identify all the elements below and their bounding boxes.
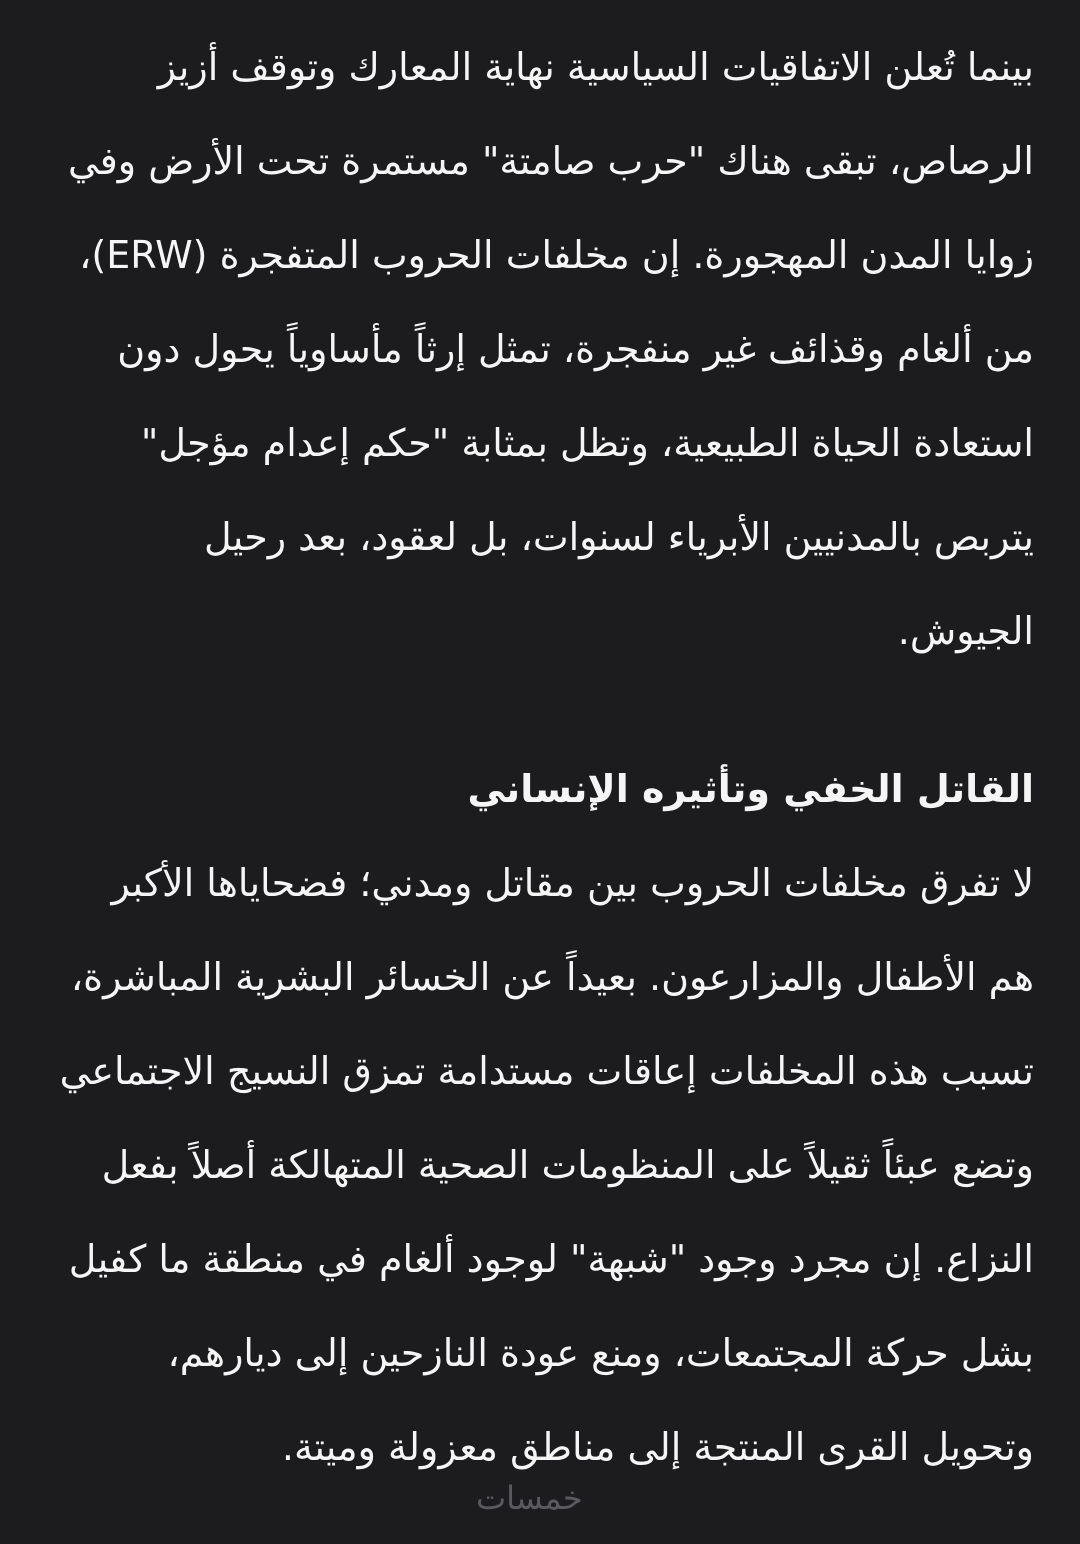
intro-line-1: بينما تُعلن الاتفاقيات السياسية نهاية المعارك وتوقف أزيز [157, 45, 1034, 89]
section-line-4: وتضع عبئاً ثقيلاً على المنظومات الصحية المتهالكة أصلاً بفعل [101, 1143, 1034, 1187]
intro-line-4: من ألغام وقذائف غير منفجرة، تمثل إرثاً مأساوياً يحول دون [117, 327, 1034, 371]
section-line-6: بشل حركة المجتمعات، ومنع عودة النازحين إلى ديارهم، [167, 1331, 1034, 1375]
intro-line-6: يتربص بالمدنيين الأبرياء لسنوات، بل لعقود، بعد رحيل [204, 515, 1034, 559]
intro-paragraph [46, 20, 1034, 678]
section-heading: القاتل الخفي وتأثيره الإنساني [467, 767, 1034, 811]
watermark-logo: خمسات [476, 1479, 583, 1517]
intro-line-3: زوايا المدن المهجورة. إن مخلفات الحروب المتفجرة (ERW)، [79, 233, 1034, 277]
section-paragraph [46, 836, 1034, 1494]
intro-line-5: استعادة الحياة الطبيعية، وتظل بمثابة "حكم إعدام مؤجل" [140, 421, 1034, 465]
section-line-3: تسبب هذه المخلفات إعاقات مستدامة تمزق النسيج الاجتماعي [59, 1049, 1034, 1093]
section-line-1: لا تفرق مخلفات الحروب بين مقاتل ومدني؛ فضحاياها الأكبر [111, 861, 1034, 905]
section-line-7: وتحويل القرى المنتجة إلى مناطق معزولة وميتة. [281, 1425, 1034, 1469]
intro-line-2: الرصاص، تبقى هناك "حرب صامتة" مستمرة تحت الأرض وفي [67, 139, 1034, 183]
section-line-2: هم الأطفال والمزارعون. بعيداً عن الخسائر البشرية المباشرة، [70, 955, 1034, 999]
section-line-5: النزاع. إن مجرد وجود "شبهة" لوجود ألغام في منطقة ما كفيل [68, 1237, 1034, 1281]
intro-line-7: الجيوش. [897, 609, 1034, 653]
